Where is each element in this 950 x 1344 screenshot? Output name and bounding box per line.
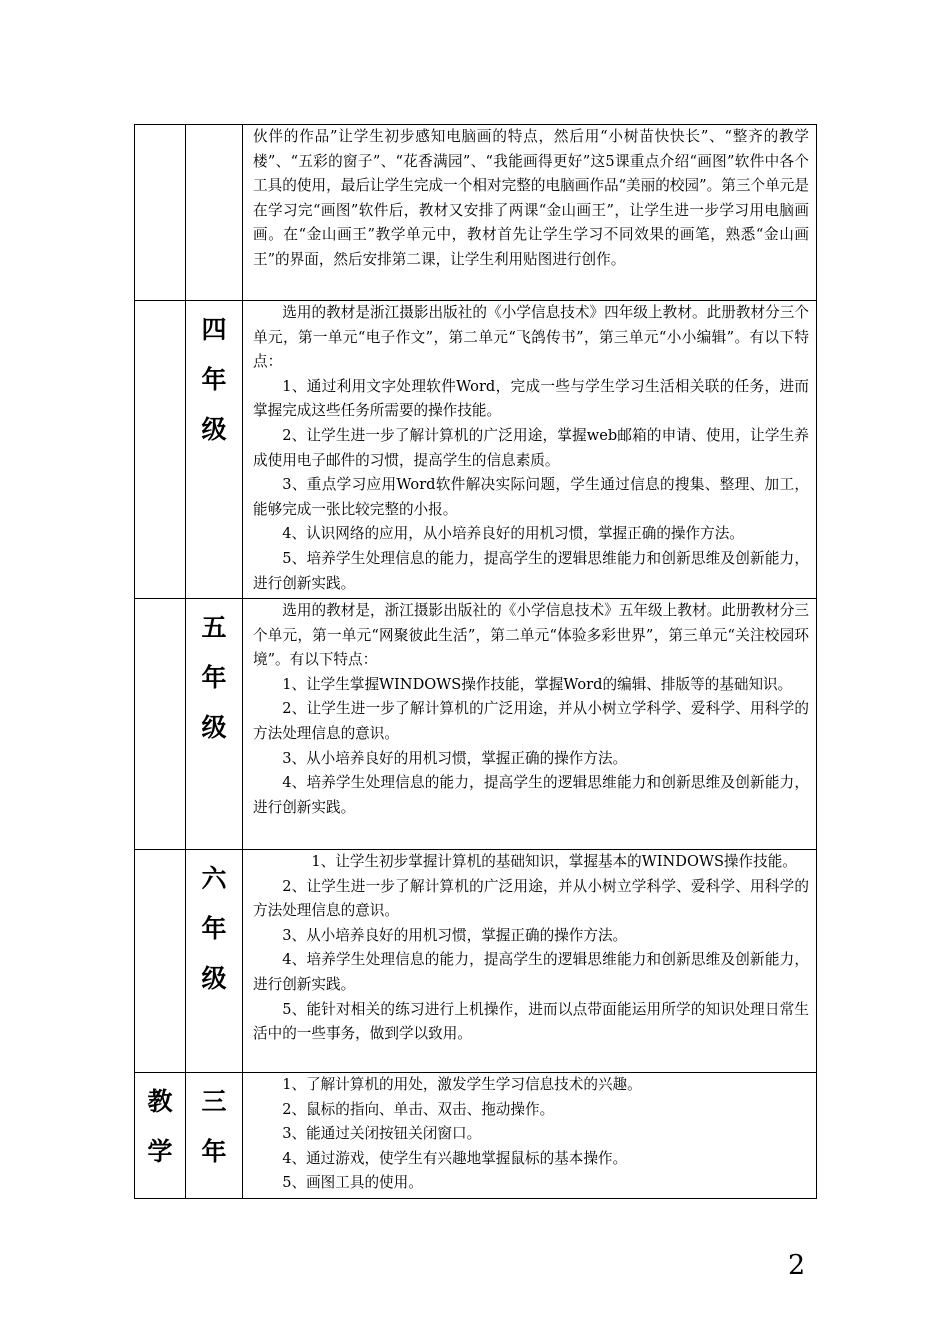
paragraph: 5、能针对相关的练习进行上机操作，进而以点带面能运用所学的知识处理日常生活中的一些事务，做到学以致用。 bbox=[253, 1000, 809, 1043]
paragraph: 4、培养学生处理信息的能力，提高学生的逻辑思维能力和创新思维及创新能力，进行创新实践。 bbox=[253, 774, 809, 816]
paragraph: 3、重点学习应用Word软件解决实际问题，学生通过信息的搜集、整理、加工，能够完成一张比较完整的小报。 bbox=[253, 476, 809, 518]
table-row bbox=[135, 599, 817, 850]
paragraph: 伙伴的作品”让学生初步感知电脑画的特点，然后用“小树苗快快长”、“整齐的教学楼”、“五彩的窗子”、“花香满园”、“我能画得更好”这5课重点介绍“画图”软件中各个工具的使用，最后让学生完成一个相对完整的电脑画作品“美丽的校园”。第三个单元是在学习完“画图”软件后，教材又安排了两课“金山画王”，让学生进一步学习用电脑画画。在“金山画王”教学单元中，教材首先让学生学习不同效果的画笔，熟悉“金山画王”的界面，然后安排第二课，让学生利用贴图进行创作。 bbox=[253, 128, 809, 268]
paragraph: 4、认识网络的应用，从小培养良好的用机习惯，掌握正确的操作方法。 bbox=[282, 525, 744, 543]
paragraph: 2、鼠标的指向、单击、双击、拖动操作。 bbox=[282, 1100, 555, 1118]
section-label-cell bbox=[135, 1073, 186, 1199]
page-number: 2 bbox=[788, 1250, 806, 1281]
section-label-cell bbox=[135, 125, 186, 301]
paragraph: 3、能通过关闭按钮关闭窗口。 bbox=[282, 1125, 482, 1143]
section-label-cell bbox=[135, 301, 186, 599]
section-char: 学 bbox=[147, 1137, 173, 1166]
grade-char: 三 bbox=[201, 1087, 227, 1116]
section-label-cell bbox=[135, 850, 186, 1073]
grade-label-cell bbox=[186, 125, 243, 301]
grade-char: 年 bbox=[201, 1137, 227, 1166]
paragraph: 5、画图工具的使用。 bbox=[282, 1174, 423, 1192]
content-cell bbox=[243, 599, 817, 850]
paragraph: 4、通过游戏，使学生有兴趣地掌握鼠标的基本操作。 bbox=[282, 1149, 628, 1167]
grade-char: 六 bbox=[201, 864, 227, 893]
content-cell bbox=[243, 301, 817, 599]
paragraph: 选用的教材是，浙江摄影出版社的《小学信息技术》五年级上教材。此册教材分三个单元，第一单元“网聚彼此生活”，第二单元“体验多彩世界”，第三单元“关注校园环境”。有以下特点： bbox=[253, 602, 809, 669]
paragraph: 5、培养学生处理信息的能力，提高学生的逻辑思维能力和创新思维及创新能力，进行创新实践。 bbox=[253, 549, 809, 592]
grade-char: 级 bbox=[201, 415, 227, 444]
grade-char: 五 bbox=[201, 613, 227, 642]
grade-label-cell bbox=[186, 850, 243, 1073]
paragraph: 2、让学生进一步了解计算机的广泛用途，并从小树立学科学、爱科学、用科学的方法处理信息的意识。 bbox=[253, 700, 809, 742]
grade-char: 级 bbox=[201, 964, 227, 993]
paragraph: 3、从小培养良好的用机习惯，掌握正确的操作方法。 bbox=[282, 926, 628, 944]
grade-char: 年 bbox=[201, 914, 227, 943]
grade-label-cell bbox=[186, 599, 243, 850]
content-cell bbox=[243, 1073, 817, 1199]
table-row bbox=[135, 1073, 817, 1199]
paragraph: 4、培养学生处理信息的能力，提高学生的逻辑思维能力和创新思维及创新能力，进行创新实践。 bbox=[253, 951, 809, 993]
grade-label-cell bbox=[186, 1073, 243, 1199]
content-cell bbox=[243, 125, 817, 301]
paragraph: 1、了解计算机的用处，激发学生学习信息技术的兴趣。 bbox=[282, 1076, 642, 1093]
paragraph: 选用的教材是浙江摄影出版社的《小学信息技术》四年级上教材。此册教材分三个单元，第一单元“电子作文”，第二单元“飞鸽传书”，第三单元“小小编辑”。有以下特点： bbox=[253, 304, 809, 371]
grade-char: 四 bbox=[201, 315, 227, 344]
paragraph: 1、让学生掌握WINDOWS操作技能，掌握Word的编辑、排版等的基础知识。 bbox=[282, 675, 793, 693]
table-row bbox=[135, 125, 817, 301]
paragraph: 2、让学生进一步了解计算机的广泛用途，并从小树立学科学、爱科学、用科学的方法处理信息的意识。 bbox=[253, 877, 809, 920]
grade-char: 年 bbox=[201, 365, 227, 394]
paragraph: 3、从小培养良好的用机习惯，掌握正确的操作方法。 bbox=[282, 749, 628, 767]
grade-char: 年 bbox=[201, 663, 227, 692]
content-table bbox=[134, 124, 817, 1199]
content-cell bbox=[243, 850, 817, 1073]
paragraph: 1、让学生初步掌握计算机的基础知识，掌握基本的WINDOWS操作技能。 bbox=[311, 853, 797, 870]
paragraph: 2、让学生进一步了解计算机的广泛用途，掌握web邮箱的申请、使用，让学生养成使用电子邮件的习惯，提高学生的信息素质。 bbox=[253, 426, 809, 469]
table-row bbox=[135, 850, 817, 1073]
section-char: 教 bbox=[147, 1087, 173, 1116]
grade-char: 级 bbox=[201, 713, 227, 742]
grade-label-cell bbox=[186, 301, 243, 599]
table-row bbox=[135, 301, 817, 599]
paragraph: 1、通过利用文字处理软件Word，完成一些与学生学习生活相关联的任务，进而掌握完成这些任务所需要的操作技能。 bbox=[253, 377, 809, 420]
section-label-cell bbox=[135, 599, 186, 850]
